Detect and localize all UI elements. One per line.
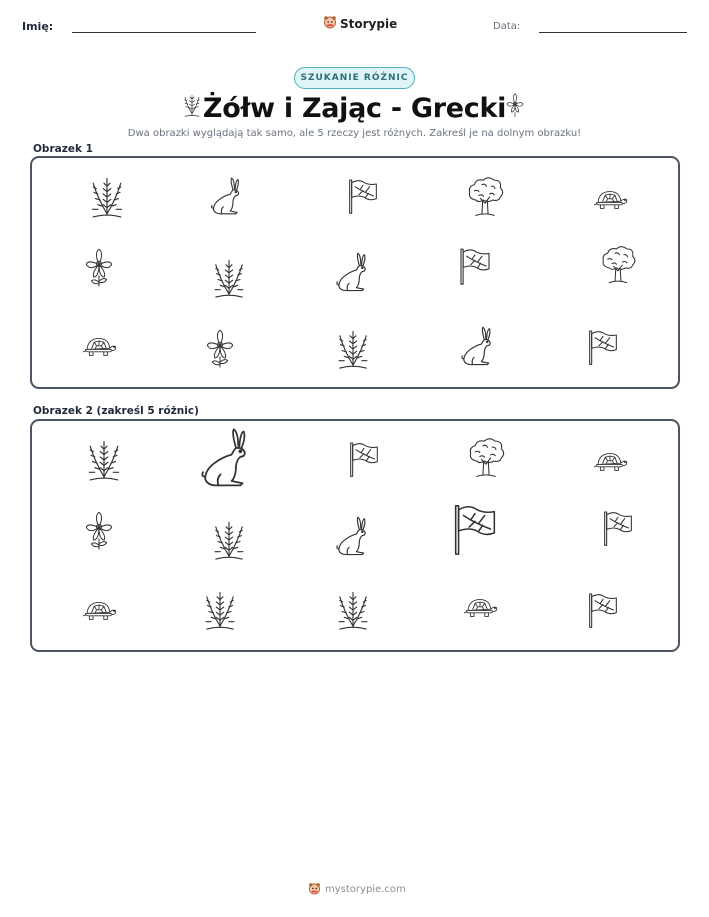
flag-icon <box>583 326 623 368</box>
flag-icon <box>454 244 496 288</box>
page-title: Żółw i Zając - Grecki <box>202 92 507 124</box>
fern-icon <box>331 326 375 372</box>
hare-icon[interactable] <box>192 423 258 495</box>
tortoise-icon[interactable] <box>455 590 505 626</box>
flower-icon <box>201 325 239 371</box>
title-flower-icon <box>503 92 527 122</box>
tortoise-icon[interactable] <box>585 444 635 480</box>
tortoise-icon[interactable] <box>74 593 124 629</box>
fern-icon[interactable] <box>81 436 127 484</box>
flag-icon <box>343 175 383 217</box>
tree-icon[interactable] <box>463 435 509 481</box>
fern-icon[interactable] <box>331 587 375 633</box>
brand-logo <box>323 14 397 33</box>
date-label: Data: <box>493 21 521 32</box>
hare-icon <box>205 172 247 222</box>
fern-icon <box>84 173 130 221</box>
name-line[interactable] <box>72 32 256 33</box>
hare-icon <box>330 248 374 298</box>
tortoise-icon <box>74 329 124 365</box>
category-badge <box>294 67 415 89</box>
hare-icon <box>455 322 499 372</box>
hare-icon[interactable] <box>330 512 374 562</box>
footer-url: mystorypie.com <box>325 884 406 895</box>
name-label: Imię: <box>22 20 54 33</box>
tree-icon <box>462 173 508 221</box>
fern-icon[interactable] <box>198 586 242 634</box>
tree-icon <box>596 241 640 289</box>
storypie-logo-icon <box>308 880 321 899</box>
storypie-logo-icon <box>323 14 337 33</box>
footer <box>308 880 406 899</box>
flower-icon[interactable] <box>80 508 118 552</box>
flag-icon[interactable] <box>598 507 638 549</box>
flag-icon[interactable] <box>583 589 623 631</box>
fern-icon[interactable] <box>207 517 251 563</box>
flower-icon <box>80 245 118 289</box>
tortoise-icon <box>585 182 635 218</box>
category-badge-label: SZUKANIE RÓŻNIC <box>300 73 409 83</box>
instructions-text: Dwa obrazki wyglądają tak samo, ale 5 rzeczy jest różnych. Zakreśl je na dolnym obrazku! <box>127 128 582 139</box>
brand-name: Storypie <box>340 16 398 31</box>
panel-2-label: Obrazek 2 (zakreśl 5 różnic) <box>33 405 199 417</box>
date-line[interactable] <box>539 32 687 33</box>
fern-icon <box>207 255 251 301</box>
panel-1-label: Obrazek 1 <box>33 143 93 155</box>
flag-icon[interactable] <box>446 498 504 560</box>
flag-icon[interactable] <box>344 438 384 480</box>
